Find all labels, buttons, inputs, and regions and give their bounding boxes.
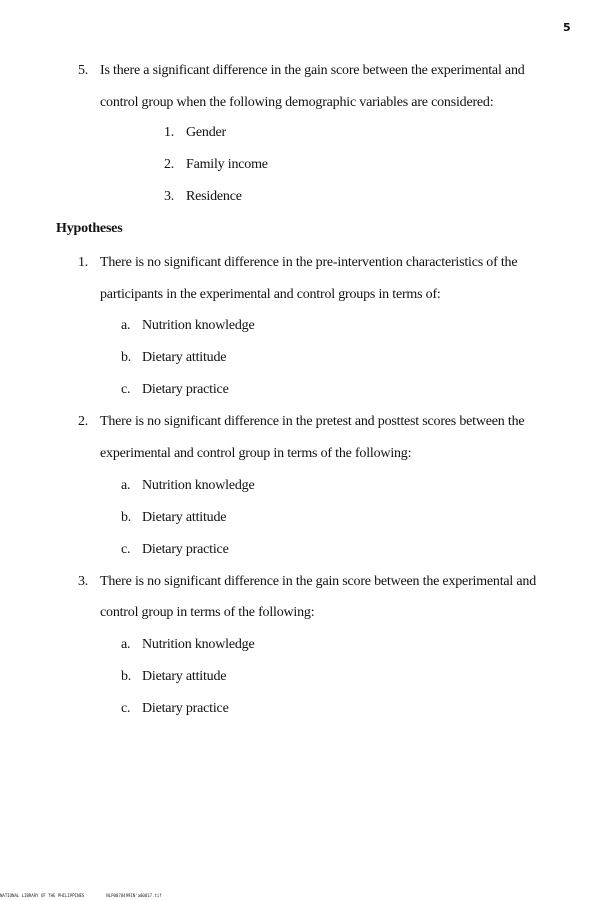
footer-file-id: NLP0078499IN'a00017.tif: [106, 893, 162, 898]
hypothesis-text: There is no significant difference in the gain score between the experimental and: [100, 574, 537, 589]
footer-library-name: NATIONAL LIBRARY OF THE PHILIPPINES: [0, 893, 85, 898]
list-item-text: Dietary practice: [142, 382, 229, 397]
hypothesis-2-line-1: [78, 414, 524, 430]
list-item-letter: a.: [121, 637, 131, 652]
hypothesis-1-line-1: [78, 255, 517, 271]
list-item: [121, 510, 226, 526]
list-item: [164, 125, 226, 141]
list-item-letter: c.: [121, 542, 131, 557]
list-item: [121, 478, 254, 494]
list-item-text: Dietary attitude: [142, 510, 227, 525]
scan-footer: [0, 893, 162, 898]
list-item-number: 2.: [164, 157, 175, 172]
list-item: [121, 669, 226, 685]
list-item-text: Dietary attitude: [142, 350, 227, 365]
list-item: [121, 350, 226, 366]
hypothesis-number: 1.: [78, 255, 89, 270]
list-item-letter: c.: [121, 382, 131, 397]
list-item-text: Nutrition knowledge: [142, 637, 255, 652]
hypothesis-2-line-2: experimental and control group in terms of the following:: [100, 446, 412, 461]
list-item: [121, 318, 254, 334]
section-heading: Hypotheses: [56, 221, 123, 236]
list-item-letter: b.: [121, 669, 132, 684]
list-item: [164, 157, 268, 173]
hypothesis-3-line-2: control group in terms of the following:: [100, 605, 315, 620]
list-item: [121, 382, 229, 398]
list-item-text: Dietary practice: [142, 701, 229, 716]
list-item-number: 1.: [164, 125, 175, 140]
hypothesis-3-line-1: [78, 574, 536, 590]
list-item-letter: a.: [121, 318, 131, 333]
list-item: [121, 637, 254, 653]
list-item-text: Family income: [186, 157, 268, 172]
list-item-text: Gender: [186, 125, 227, 140]
page-number: 5: [563, 21, 571, 34]
list-item-number: 3.: [164, 189, 175, 204]
list-item-text: Dietary attitude: [142, 669, 227, 684]
list-item-text: Dietary practice: [142, 542, 229, 557]
list-item-text: Nutrition knowledge: [142, 318, 255, 333]
list-item-text: Nutrition knowledge: [142, 478, 255, 493]
hypothesis-1-line-2: participants in the experimental and control groups in terms of:: [100, 287, 441, 302]
list-item-letter: b.: [121, 510, 132, 525]
hypothesis-number: 3.: [78, 574, 89, 589]
list-item: [121, 542, 229, 558]
question-number: 5.: [78, 63, 89, 78]
list-item-letter: b.: [121, 350, 132, 365]
list-item: [164, 189, 242, 205]
hypothesis-text: There is no significant difference in the pre-intervention characteristics of the: [100, 255, 518, 270]
list-item: [121, 701, 229, 717]
list-item-text: Residence: [186, 189, 242, 204]
question-text: Is there a significant difference in the gain score between the experimental and: [100, 63, 525, 78]
list-item-letter: a.: [121, 478, 131, 493]
question-5-line-1: [78, 63, 525, 79]
list-item-letter: c.: [121, 701, 131, 716]
hypothesis-text: There is no significant difference in the pretest and posttest scores between the: [100, 414, 525, 429]
question-5-line-2: control group when the following demographic variables are considered:: [100, 95, 494, 110]
hypothesis-number: 2.: [78, 414, 89, 429]
